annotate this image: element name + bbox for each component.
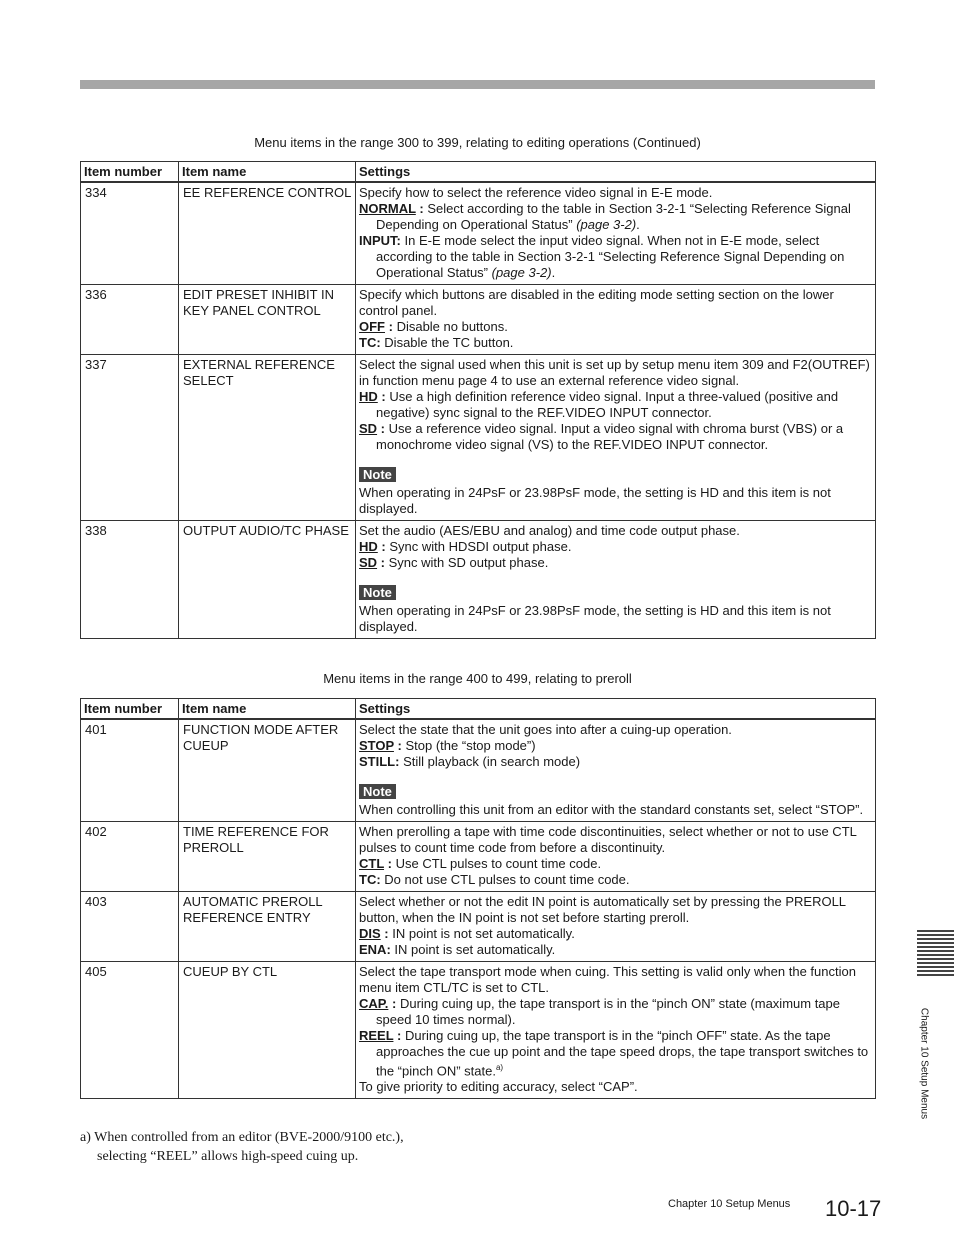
setting-option [359, 335, 872, 351]
item-name: EXTERNAL REFERENCE SELECT [179, 355, 356, 521]
setting-option [359, 201, 872, 233]
page-reference: (page 3-2) [488, 265, 552, 280]
setting-option [359, 856, 872, 872]
option-separator: : [388, 996, 400, 1011]
header-item-name: Item name [179, 699, 356, 720]
note-label: Note [359, 585, 396, 600]
header-item-number: Item number [81, 699, 179, 720]
settings-intro: When prerolling a tape with time code discontinuities, select whether or not to use CTL pulses to count time code from before a discontinuity. [359, 824, 857, 855]
item-name: OUTPUT AUDIO/TC PHASE [179, 521, 356, 639]
option-key: TC: [359, 335, 381, 350]
item-number: 402 [81, 822, 179, 892]
option-text: Use CTL pulses to count time code. [395, 856, 602, 871]
option-key: HD [359, 539, 378, 554]
footnote-line2: selecting “REEL” allows high-speed cuing up. [97, 1149, 359, 1164]
option-text: IN point is not set automatically. [392, 926, 575, 941]
page-reference: (page 3-2) [572, 217, 637, 232]
footnote-marker: a) [495, 1063, 504, 1072]
item-settings [356, 962, 876, 1099]
option-key: CAP. [359, 996, 389, 1011]
option-separator: : [377, 389, 390, 404]
footnote [80, 1128, 500, 1166]
option-text: Disable no buttons. [396, 319, 508, 334]
note-label: Note [359, 467, 396, 482]
option-key: REEL [359, 1028, 394, 1043]
option-separator: : [393, 738, 406, 753]
option-key: SD [359, 555, 378, 570]
setting-option [359, 942, 872, 958]
header-settings: Settings [356, 699, 876, 720]
table-row [81, 892, 876, 962]
header-rule [80, 80, 875, 89]
menu-table-400 [80, 698, 876, 1099]
side-chapter-label: Chapter 10 Setup Menus [918, 1007, 930, 1120]
settings-intro: Select the tape transport mode when cuing. This setting is valid only when the function menu item CTL/TC is set to CTL. [359, 964, 856, 995]
item-number: 334 [81, 182, 179, 285]
item-settings [356, 822, 876, 892]
option-separator: : [415, 201, 428, 216]
item-number: 337 [81, 355, 179, 521]
option-text: Still playback (in search mode) [403, 754, 581, 769]
note-text: When controlling this unit from an editor with the standard constants set, select “STOP”. [359, 802, 864, 817]
item-number: 403 [81, 892, 179, 962]
item-name: EDIT PRESET INHIBIT IN KEY PANEL CONTROL [179, 285, 356, 355]
option-text: In E-E mode select the input video signal. When not in E-E mode, select according to the table in Section 3-2-1 “Selecting Reference Signal Depending on Operational Status” [376, 233, 845, 280]
item-number: 405 [81, 962, 179, 1099]
option-text: Stop (the “stop mode”) [405, 738, 536, 753]
settings-outro: To give priority to editing accuracy, select “CAP”. [359, 1079, 638, 1095]
option-key: ENA: [359, 942, 391, 957]
option-text: During cuing up, the tape transport is in the “pinch OFF” state. As the tape approaches the cue up point and the tape speed drops, the tape transport switches to the “pinch ON” state. [376, 1028, 869, 1079]
header-item-name: Item name [179, 162, 356, 183]
table-row [81, 521, 876, 639]
setting-option [359, 996, 872, 1028]
header-item-number: Item number [81, 162, 179, 183]
item-settings [356, 355, 876, 521]
settings-intro: Select the signal used when this unit is set up by setup menu item 309 and F2(OUTREF) in function menu page 4 to use an external reference video signal. [359, 357, 870, 388]
option-text: Sync with SD output phase. [388, 555, 549, 570]
item-settings [356, 182, 876, 285]
setting-option [359, 233, 872, 281]
setting-option [359, 738, 872, 754]
option-text: IN point is set automatically. [394, 942, 556, 957]
setting-option [359, 754, 872, 770]
setting-option [359, 421, 872, 453]
table2-caption: Menu items in the range 400 to 499, relating to preroll [323, 671, 632, 686]
item-name: TIME REFERENCE FOR PREROLL [179, 822, 356, 892]
option-key: CTL [359, 856, 385, 871]
header-settings: Settings [356, 162, 876, 183]
setting-option [359, 555, 872, 571]
table-header-row [81, 699, 876, 720]
footnote-line1: a) When controlled from an editor (BVE-2000/9100 etc.), [80, 1130, 404, 1145]
setting-option [359, 539, 872, 555]
settings-intro: Set the audio (AES/EBU and analog) and time code output phase. [359, 523, 740, 538]
option-key: STOP [359, 738, 394, 753]
table-row [81, 285, 876, 355]
option-separator: : [377, 421, 389, 436]
settings-intro: Select the state that the unit goes into after a cuing-up operation. [359, 722, 732, 737]
option-text: Use a high definition reference video signal. Input a three-valued (positive and negative) sync signal to the REF.VIDEO INPUT connector. [376, 389, 839, 420]
option-text: Disable the TC button. [384, 335, 514, 350]
option-text: Do not use CTL pulses to count time code. [384, 872, 630, 887]
note-text: When operating in 24PsF or 23.98PsF mode, the setting is HD and this item is not displayed. [359, 603, 831, 634]
option-key: HD [359, 389, 378, 404]
table-row [81, 719, 876, 822]
table-row [81, 962, 876, 1099]
menu-table-300 [80, 161, 876, 639]
setting-option [359, 1028, 872, 1079]
option-separator: : [380, 926, 393, 941]
setting-option [359, 872, 872, 888]
option-end: . [551, 265, 556, 280]
option-key: STILL: [359, 754, 400, 769]
option-end: . [636, 217, 640, 232]
option-key: NORMAL [359, 201, 416, 216]
option-text: During cuing up, the tape transport is in the “pinch ON” state (maximum tape speed 10 times normal). [376, 996, 840, 1027]
item-number: 338 [81, 521, 179, 639]
option-key: TC: [359, 872, 381, 887]
item-name: AUTOMATIC PREROLL REFERENCE ENTRY [179, 892, 356, 962]
item-name: FUNCTION MODE AFTER CUEUP [179, 719, 356, 822]
option-separator: : [377, 555, 389, 570]
item-settings [356, 892, 876, 962]
table-header-row [81, 162, 876, 183]
option-key: SD [359, 421, 378, 436]
option-key: OFF [359, 319, 385, 334]
setting-option [359, 319, 872, 335]
note-text: When operating in 24PsF or 23.98PsF mode, the setting is HD and this item is not displayed. [359, 485, 831, 516]
table-row [81, 182, 876, 285]
setting-option [359, 389, 872, 421]
settings-intro: Specify which buttons are disabled in the editing mode setting section on the lower control panel. [359, 287, 834, 318]
option-key: INPUT: [359, 233, 401, 248]
table1-caption: Menu items in the range 300 to 399, relating to editing operations (Continued) [254, 135, 701, 150]
note-label: Note [359, 784, 396, 799]
option-key: DIS [359, 926, 381, 941]
settings-intro: Specify how to select the reference video signal in E-E mode. [359, 185, 713, 200]
item-name: CUEUP BY CTL [179, 962, 356, 1099]
item-name: EE REFERENCE CONTROL [179, 182, 356, 285]
item-settings [356, 719, 876, 822]
settings-intro: Select whether or not the edit IN point is automatically set by pressing the PREROLL button, when the IN point is not set before starting preroll. [359, 894, 846, 925]
option-separator: : [384, 856, 396, 871]
option-text: Sync with HDSDI output phase. [389, 539, 572, 554]
option-separator: : [385, 319, 397, 334]
table-row [81, 822, 876, 892]
page-footer: Chapter 10 Setup Menus [668, 1198, 791, 1210]
page-number: 10-17 [825, 1196, 882, 1221]
option-separator: : [377, 539, 390, 554]
setting-option [359, 926, 872, 942]
item-number: 401 [81, 719, 179, 822]
option-text: Use a reference video signal. Input a video signal with chroma burst (VBS) or a monochrome video signal (VS) to the REF.VIDEO INPUT connector. [376, 421, 844, 452]
table-row [81, 355, 876, 521]
chapter-tab-marks [917, 930, 954, 978]
item-number: 336 [81, 285, 179, 355]
item-settings [356, 521, 876, 639]
item-settings [356, 285, 876, 355]
option-text: Select according to the table in Section 3-2-1 “Selecting Reference Signal Depending on Operational Status” [376, 201, 851, 232]
option-separator: : [393, 1028, 405, 1043]
